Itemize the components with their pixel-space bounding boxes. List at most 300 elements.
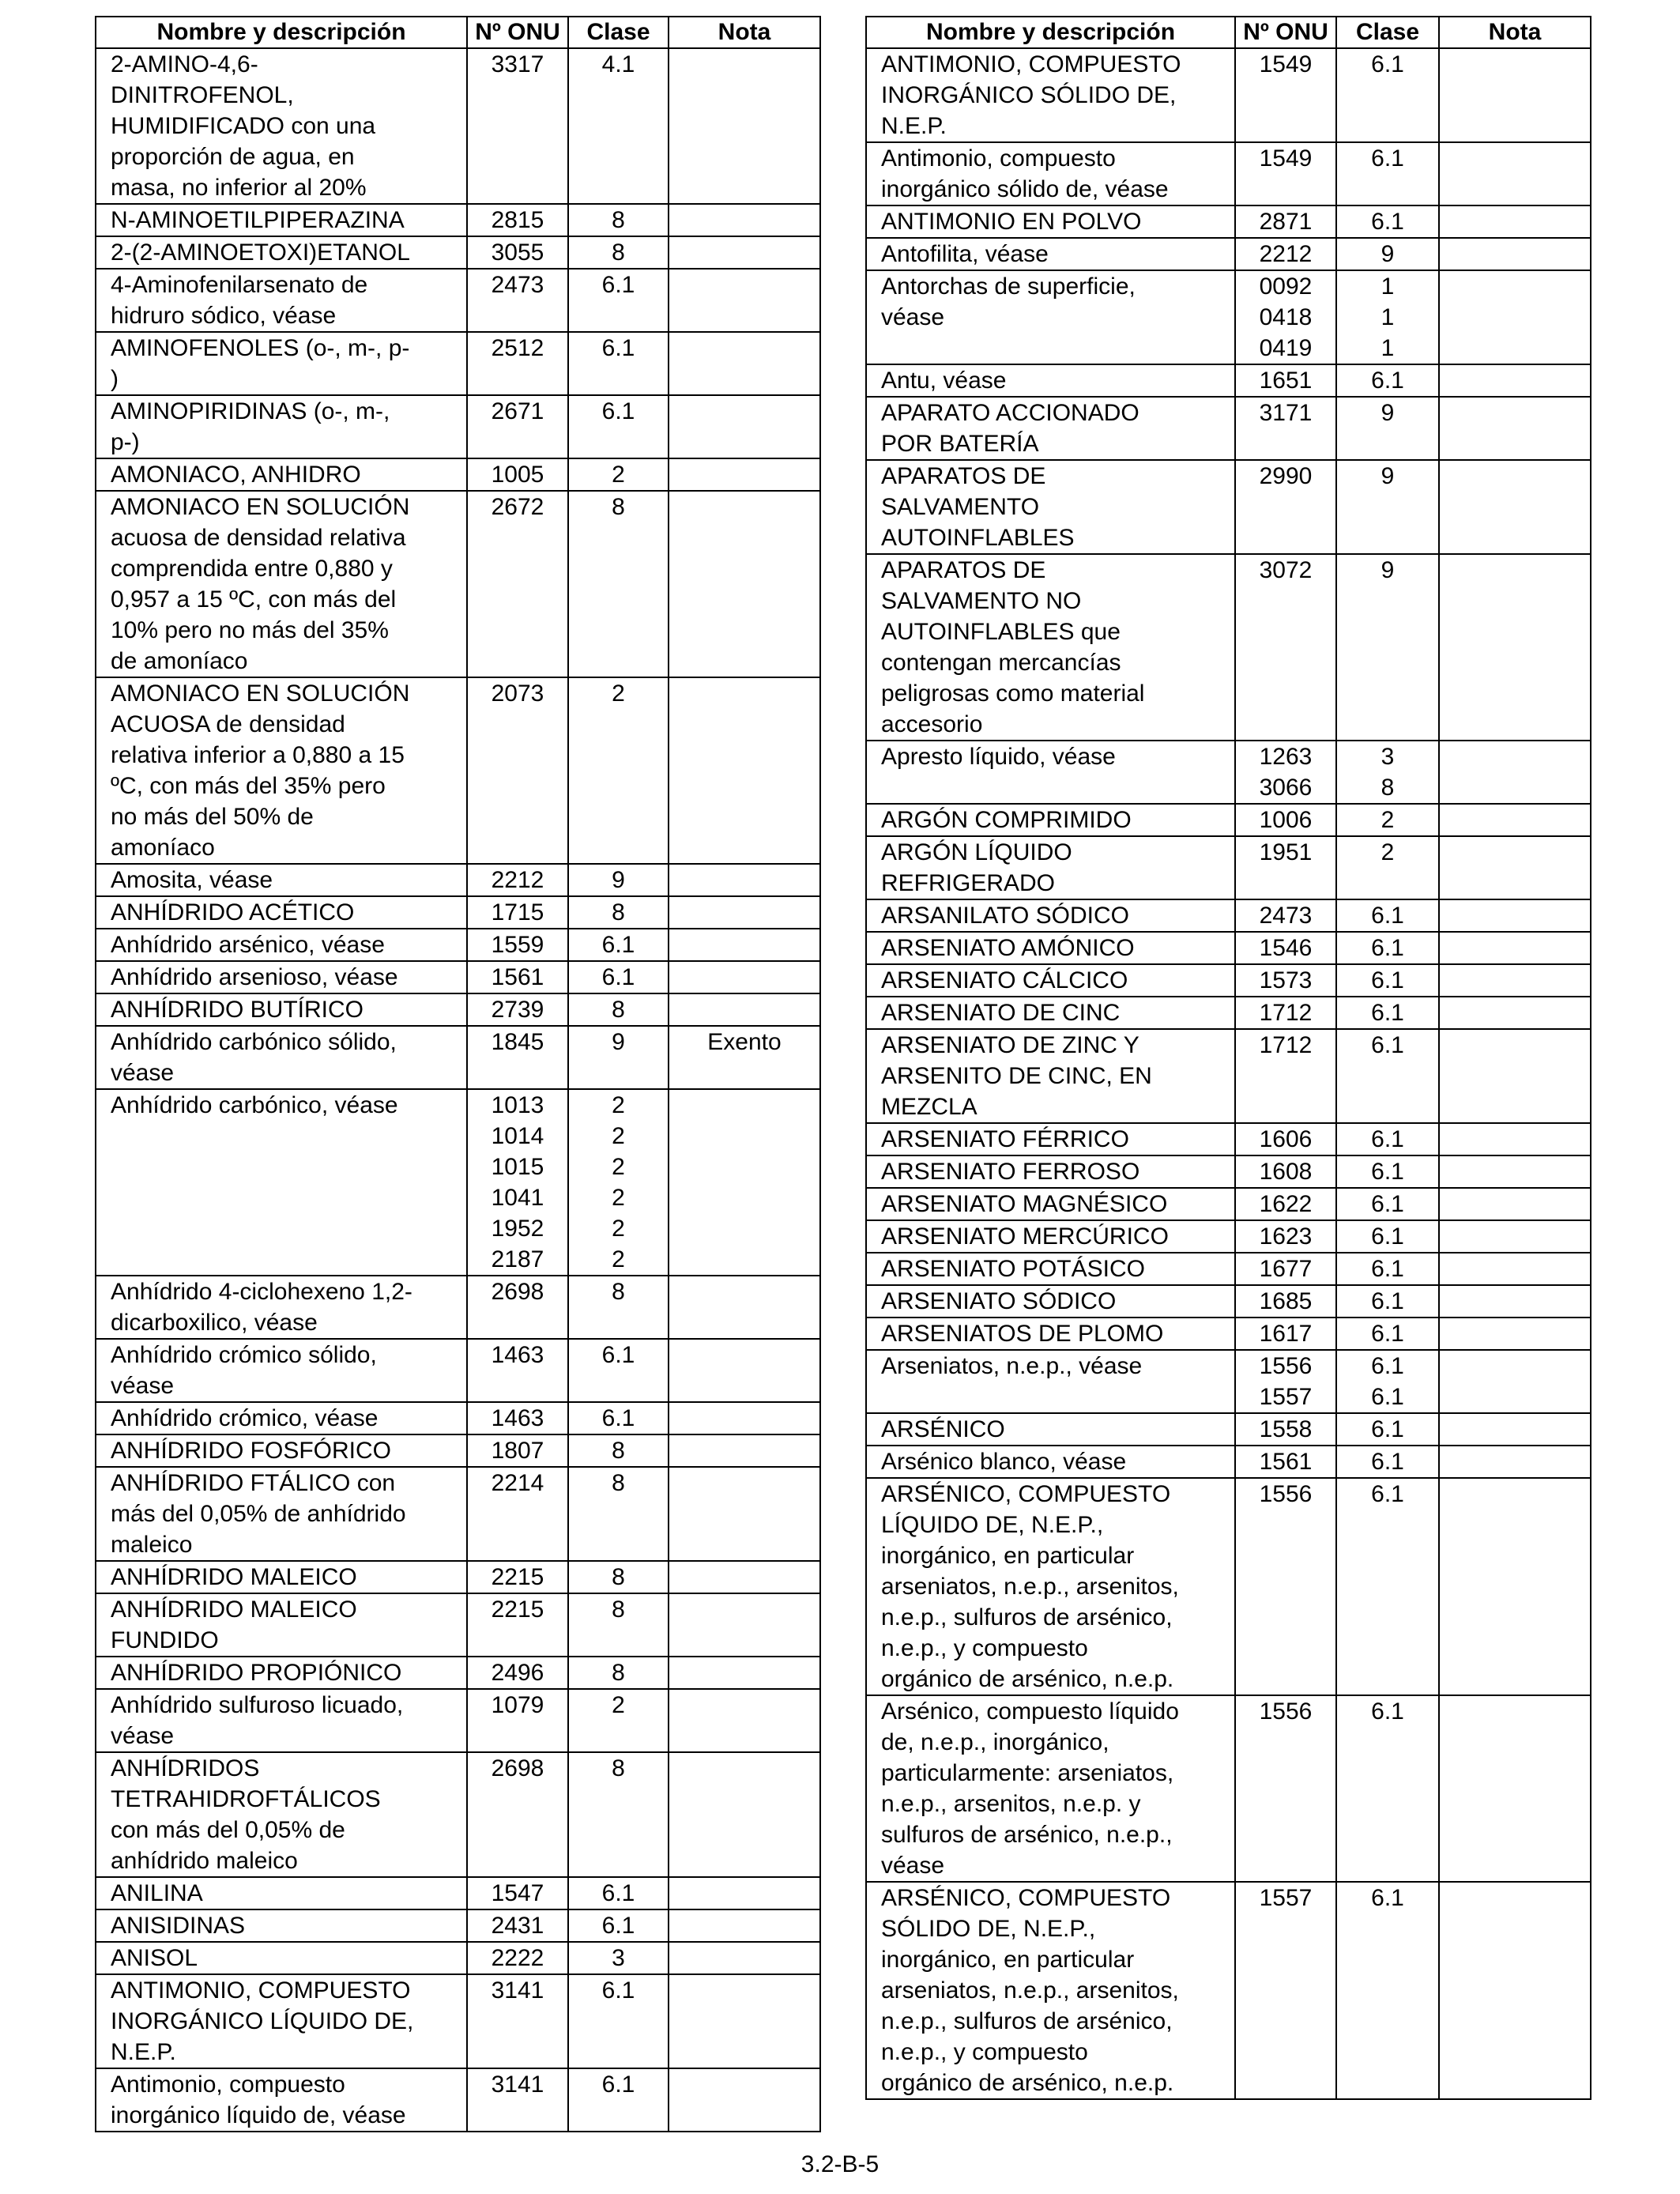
note-cell	[669, 993, 820, 1026]
un-number-cell: 3072	[1235, 554, 1336, 741]
note-cell	[669, 1561, 820, 1593]
header-un-number: Nº ONU	[1235, 17, 1336, 48]
table-row	[866, 1318, 1591, 1350]
table-row	[96, 1909, 820, 1942]
note-cell	[669, 1434, 820, 1467]
substance-name-cell: APARATO ACCIONADO POR BATERÍA	[866, 397, 1235, 460]
note-cell	[669, 1752, 820, 1877]
substance-name-cell: ANILINA	[96, 1877, 467, 1909]
note-cell: Exento	[669, 1026, 820, 1089]
table-row	[866, 741, 1591, 804]
class-cell: 6.1	[1336, 964, 1439, 997]
class-cell: 6.1	[568, 332, 669, 395]
note-cell	[669, 1909, 820, 1942]
note-cell	[669, 1089, 820, 1276]
substance-name-cell: ANHÍDRIDO ACÉTICO	[96, 896, 467, 929]
substance-name-cell: ANHÍDRIDOS TETRAHIDROFTÁLICOS con más del 0,05% de anhídrido maleico	[96, 1752, 467, 1877]
note-cell	[669, 1276, 820, 1339]
un-number-cell: 2990	[1235, 460, 1336, 554]
un-number-cell: 1549	[1235, 142, 1336, 205]
table-row	[96, 929, 820, 961]
class-cell: 2	[1336, 836, 1439, 899]
class-cell: 8	[568, 491, 669, 677]
un-number-cell: 1651	[1235, 364, 1336, 397]
table-row	[866, 1882, 1591, 2099]
page-number: 3.2-B-5	[800, 2151, 880, 2177]
class-cell: 6.1	[1336, 205, 1439, 238]
class-cell: 3	[568, 1942, 669, 1974]
note-cell	[669, 677, 820, 864]
table-row	[866, 364, 1591, 397]
substance-name-cell: AMINOPIRIDINAS (o-, m-, p-)	[96, 395, 467, 458]
note-cell	[1439, 1478, 1591, 1695]
table-body-right	[866, 48, 1591, 2099]
class-cell: 6.1	[1336, 899, 1439, 932]
class-cell: 6.1	[568, 269, 669, 332]
class-cell: 8	[568, 1752, 669, 1877]
class-cell: 8	[568, 236, 669, 269]
note-cell	[1439, 1318, 1591, 1350]
table-row	[866, 804, 1591, 836]
un-number-cell: 3141	[467, 2068, 568, 2132]
table-row	[96, 204, 820, 236]
un-number-cell: 1608	[1235, 1155, 1336, 1188]
un-number-cell: 1549	[1235, 48, 1336, 142]
note-cell	[669, 1657, 820, 1689]
un-number-cell: 1006	[1235, 804, 1336, 836]
class-cell: 2 2 2 2 2 2	[568, 1089, 669, 1276]
substance-name-cell: N-AMINOETILPIPERAZINA	[96, 204, 467, 236]
class-cell: 3 8	[1336, 741, 1439, 804]
substance-name-cell: ARSENIATO DE CINC	[866, 997, 1235, 1029]
un-number-cell: 1556	[1235, 1695, 1336, 1882]
table-row	[866, 899, 1591, 932]
table-row	[866, 1478, 1591, 1695]
note-cell	[1439, 1155, 1591, 1188]
substance-name-cell: ANHÍDRIDO FOSFÓRICO	[96, 1434, 467, 1467]
table-row	[96, 1689, 820, 1752]
substance-name-cell: Arseniatos, n.e.p., véase	[866, 1350, 1235, 1413]
table-row	[866, 270, 1591, 364]
un-number-cell: 1606	[1235, 1123, 1336, 1155]
note-cell	[669, 1402, 820, 1434]
header-class: Clase	[1336, 17, 1439, 48]
note-cell	[669, 491, 820, 677]
class-cell: 8	[568, 1593, 669, 1657]
note-cell	[1439, 1285, 1591, 1318]
un-number-cell: 1546	[1235, 932, 1336, 964]
class-cell: 6.1	[1336, 1155, 1439, 1188]
un-number-cell: 1556	[1235, 1478, 1336, 1695]
substance-name-cell: AMONIACO, ANHIDRO	[96, 458, 467, 491]
substance-name-cell: APARATOS DE SALVAMENTO NO AUTOINFLABLES que contengan mercancías peligrosas como material accesorio	[866, 554, 1235, 741]
un-number-cell: 1561	[467, 961, 568, 993]
note-cell	[669, 332, 820, 395]
substance-name-cell: Anhídrido arsenioso, véase	[96, 961, 467, 993]
class-cell: 6.1	[1336, 1253, 1439, 1285]
note-cell	[669, 269, 820, 332]
class-cell: 6.1	[1336, 1695, 1439, 1882]
table-row	[96, 491, 820, 677]
table-row	[96, 1593, 820, 1657]
table-row	[866, 142, 1591, 205]
class-cell: 6.1	[568, 1402, 669, 1434]
table-row	[866, 1155, 1591, 1188]
note-cell	[669, 458, 820, 491]
un-number-cell: 3055	[467, 236, 568, 269]
class-cell: 8	[568, 1467, 669, 1561]
class-cell: 6.1	[1336, 1029, 1439, 1123]
class-cell: 8	[568, 1657, 669, 1689]
note-cell	[1439, 899, 1591, 932]
note-cell	[1439, 1188, 1591, 1220]
class-cell: 2	[1336, 804, 1439, 836]
note-cell	[669, 2068, 820, 2132]
note-cell	[1439, 397, 1591, 460]
note-cell	[1439, 1413, 1591, 1446]
table-row	[96, 1877, 820, 1909]
un-number-cell: 1557	[1235, 1882, 1336, 2099]
substance-name-cell: ANTIMONIO, COMPUESTO INORGÁNICO SÓLIDO DE, N.E.P.	[866, 48, 1235, 142]
class-cell: 6.1	[568, 929, 669, 961]
note-cell	[1439, 1695, 1591, 1882]
substance-name-cell: ARSENIATO FERROSO	[866, 1155, 1235, 1188]
table-row	[96, 896, 820, 929]
table-row	[866, 460, 1591, 554]
un-number-cell: 1617	[1235, 1318, 1336, 1350]
un-number-cell: 2215	[467, 1561, 568, 1593]
un-number-cell: 3317	[467, 48, 568, 204]
note-cell	[1439, 238, 1591, 270]
note-cell	[1439, 1029, 1591, 1123]
substance-name-cell: ANHÍDRIDO PROPIÓNICO	[96, 1657, 467, 1689]
un-number-cell: 0092 0418 0419	[1235, 270, 1336, 364]
table-row	[96, 395, 820, 458]
note-cell	[1439, 48, 1591, 142]
header-note: Nota	[669, 17, 820, 48]
substance-name-cell: ANISIDINAS	[96, 1909, 467, 1942]
class-cell: 6.1	[568, 1339, 669, 1402]
note-cell	[1439, 364, 1591, 397]
substance-name-cell: AMINOFENOLES (o-, m-, p- )	[96, 332, 467, 395]
class-cell: 6.1	[568, 395, 669, 458]
substance-name-cell: Amosita, véase	[96, 864, 467, 896]
note-cell	[1439, 142, 1591, 205]
table-row	[866, 1350, 1591, 1413]
substance-name-cell: ARSÉNICO	[866, 1413, 1235, 1446]
class-cell: 9	[1336, 238, 1439, 270]
table-row	[96, 1657, 820, 1689]
table-row	[96, 269, 820, 332]
table-row	[866, 932, 1591, 964]
substance-name-cell: 2-AMINO-4,6- DINITROFENOL, HUMIDIFICADO con una proporción de agua, en masa, no inferior al 20%	[96, 48, 467, 204]
substance-name-cell: ARSENIATO AMÓNICO	[866, 932, 1235, 964]
substance-name-cell: ANHÍDRIDO FTÁLICO con más del 0,05% de anhídrido maleico	[96, 1467, 467, 1561]
substance-name-cell: 4-Aminofenilarsenato de hidruro sódico, véase	[96, 269, 467, 332]
un-number-cell: 1712	[1235, 1029, 1336, 1123]
class-cell: 6.1	[1336, 1285, 1439, 1318]
un-number-cell: 2671	[467, 395, 568, 458]
un-number-cell: 1712	[1235, 997, 1336, 1029]
un-number-cell: 1558	[1235, 1413, 1336, 1446]
note-cell	[1439, 932, 1591, 964]
class-cell: 6.1	[1336, 1188, 1439, 1220]
note-cell	[669, 961, 820, 993]
substance-name-cell: Anhídrido crómico, véase	[96, 1402, 467, 1434]
table-header-row	[866, 17, 1591, 48]
class-cell: 6.1	[1336, 364, 1439, 397]
class-cell: 6.1	[1336, 1220, 1439, 1253]
note-cell	[1439, 1123, 1591, 1155]
substance-name-cell: Anhídrido crómico sólido, véase	[96, 1339, 467, 1402]
header-note: Nota	[1439, 17, 1591, 48]
table-row	[866, 836, 1591, 899]
class-cell: 9	[1336, 397, 1439, 460]
note-cell	[669, 1467, 820, 1561]
substance-name-cell: ANHÍDRIDO MALEICO FUNDIDO	[96, 1593, 467, 1657]
un-number-cell: 2073	[467, 677, 568, 864]
table-row	[866, 1253, 1591, 1285]
class-cell: 6.1	[568, 1877, 669, 1909]
un-number-cell: 2431	[467, 1909, 568, 1942]
un-number-cell: 2739	[467, 993, 568, 1026]
table-row	[96, 332, 820, 395]
un-number-cell: 1559	[467, 929, 568, 961]
table-row	[96, 993, 820, 1026]
table-row	[866, 1188, 1591, 1220]
note-cell	[1439, 1350, 1591, 1413]
substance-name-cell: Antimonio, compuesto inorgánico sólido de, véase	[866, 142, 1235, 205]
substance-name-cell: Apresto líquido, véase	[866, 741, 1235, 804]
table-row	[96, 1561, 820, 1593]
class-cell: 8	[568, 1561, 669, 1593]
un-number-cell: 2473	[1235, 899, 1336, 932]
substance-name-cell: ARSENIATO POTÁSICO	[866, 1253, 1235, 1285]
substance-name-cell: ARSENIATO FÉRRICO	[866, 1123, 1235, 1155]
table-row	[866, 1220, 1591, 1253]
class-cell: 6.1	[1336, 1446, 1439, 1478]
class-cell: 6.1	[1336, 1123, 1439, 1155]
table-row	[96, 458, 820, 491]
un-number-cell: 2214	[467, 1467, 568, 1561]
note-cell	[669, 395, 820, 458]
substance-name-cell: ANTIMONIO EN POLVO	[866, 205, 1235, 238]
un-number-cell: 1463	[467, 1402, 568, 1434]
un-number-cell: 1013 1014 1015 1041 1952 2187	[467, 1089, 568, 1276]
substance-name-cell: Anhídrido 4-ciclohexeno 1,2- dicarboxilico, véase	[96, 1276, 467, 1339]
substance-name-cell: AMONIACO EN SOLUCIÓN ACUOSA de densidad relativa inferior a 0,880 a 15 ºC, con más del 35% pero no más del 50% de amoníaco	[96, 677, 467, 864]
un-number-cell: 2871	[1235, 205, 1336, 238]
class-cell: 6.1	[568, 1909, 669, 1942]
substance-name-cell: Antorchas de superficie, véase	[866, 270, 1235, 364]
note-cell	[1439, 205, 1591, 238]
un-number-cell: 3171	[1235, 397, 1336, 460]
substance-name-cell: ARSENIATO MAGNÉSICO	[866, 1188, 1235, 1220]
class-cell: 6.1	[1336, 142, 1439, 205]
substance-name-cell: ARSÉNICO, COMPUESTO LÍQUIDO DE, N.E.P., inorgánico, en particular arseniatos, n.e.p., arsenitos, n.e.p., sulfuros de arsénico, n.e.p., y compuesto orgánico de arsénico, n.e.p.	[866, 1478, 1235, 1695]
un-number-cell: 1561	[1235, 1446, 1336, 1478]
note-cell	[1439, 1882, 1591, 2099]
substance-name-cell: ARSENIATO MERCÚRICO	[866, 1220, 1235, 1253]
note-cell	[669, 1877, 820, 1909]
table-row	[866, 48, 1591, 142]
note-cell	[1439, 1220, 1591, 1253]
class-cell: 6.1	[1336, 997, 1439, 1029]
un-number-cell: 2815	[467, 204, 568, 236]
note-cell	[1439, 964, 1591, 997]
note-cell	[1439, 997, 1591, 1029]
substance-name-cell: ARGÓN COMPRIMIDO	[866, 804, 1235, 836]
class-cell: 6.1	[1336, 1413, 1439, 1446]
table-row	[96, 864, 820, 896]
table-row	[866, 997, 1591, 1029]
header-name: Nombre y descripción	[866, 17, 1235, 48]
un-number-cell: 1807	[467, 1434, 568, 1467]
note-cell	[1439, 460, 1591, 554]
note-cell	[1439, 554, 1591, 741]
class-cell: 9	[1336, 460, 1439, 554]
note-cell	[669, 236, 820, 269]
substance-name-cell: Anhídrido carbónico sólido, véase	[96, 1026, 467, 1089]
class-cell: 6.1	[1336, 932, 1439, 964]
note-cell	[669, 896, 820, 929]
un-number-cell: 1677	[1235, 1253, 1336, 1285]
substance-name-cell: ARSENIATOS DE PLOMO	[866, 1318, 1235, 1350]
class-cell: 6.1 6.1	[1336, 1350, 1439, 1413]
class-cell: 8	[568, 1276, 669, 1339]
note-cell	[1439, 1446, 1591, 1478]
un-number-cell: 2212	[467, 864, 568, 896]
un-number-cell: 1547	[467, 1877, 568, 1909]
note-cell	[669, 1942, 820, 1974]
un-number-cell: 2215	[467, 1593, 568, 1657]
substance-name-cell: ANHÍDRIDO BUTÍRICO	[96, 993, 467, 1026]
class-cell: 6.1	[1336, 1318, 1439, 1350]
un-number-cell: 1622	[1235, 1188, 1336, 1220]
dangerous-goods-table-right	[865, 16, 1591, 2100]
note-cell	[669, 48, 820, 204]
note-cell	[669, 1689, 820, 1752]
note-cell	[669, 864, 820, 896]
table-header-row	[96, 17, 820, 48]
class-cell: 6.1	[568, 1974, 669, 2068]
note-cell	[1439, 270, 1591, 364]
substance-name-cell: Arsénico, compuesto líquido de, n.e.p., inorgánico, particularmente: arseniatos, n.e.p., arsenitos, n.e.p. y sulfuros de arsénico, n.e.p., véase	[866, 1695, 1235, 1882]
un-number-cell: 2698	[467, 1752, 568, 1877]
un-number-cell: 1005	[467, 458, 568, 491]
substance-name-cell: ARSENIATO DE ZINC Y ARSENITO DE CINC, EN MEZCLA	[866, 1029, 1235, 1123]
un-number-cell: 1623	[1235, 1220, 1336, 1253]
header-class: Clase	[568, 17, 669, 48]
note-cell	[669, 204, 820, 236]
substance-name-cell: APARATOS DE SALVAMENTO AUTOINFLABLES	[866, 460, 1235, 554]
header-name: Nombre y descripción	[96, 17, 467, 48]
substance-name-cell: ARSÉNICO, COMPUESTO SÓLIDO DE, N.E.P., inorgánico, en particular arseniatos, n.e.p., arsenitos, n.e.p., sulfuros de arsénico, n.e.p., y compuesto orgánico de arsénico, n.e.p.	[866, 1882, 1235, 2099]
table-row	[866, 554, 1591, 741]
class-cell: 9	[568, 1026, 669, 1089]
substance-name-cell: Antu, véase	[866, 364, 1235, 397]
table-row	[866, 1029, 1591, 1123]
note-cell	[1439, 836, 1591, 899]
note-cell	[669, 929, 820, 961]
un-number-cell: 1715	[467, 896, 568, 929]
un-number-cell: 2672	[467, 491, 568, 677]
class-cell: 2	[568, 1689, 669, 1752]
un-number-cell: 1556 1557	[1235, 1350, 1336, 1413]
table-row	[96, 961, 820, 993]
table-row	[866, 1446, 1591, 1478]
header-un-number: Nº ONU	[467, 17, 568, 48]
note-cell	[669, 1593, 820, 1657]
un-number-cell: 1845	[467, 1026, 568, 1089]
un-number-cell: 1685	[1235, 1285, 1336, 1318]
class-cell: 9	[568, 864, 669, 896]
un-number-cell: 2222	[467, 1942, 568, 1974]
note-cell	[669, 1339, 820, 1402]
class-cell: 9	[1336, 554, 1439, 741]
table-row	[96, 1089, 820, 1276]
table-row	[96, 1974, 820, 2068]
class-cell: 6.1	[1336, 1882, 1439, 2099]
un-number-cell: 1463	[467, 1339, 568, 1402]
substance-name-cell: 2-(2-AMINOETOXI)ETANOL	[96, 236, 467, 269]
table-row	[96, 1339, 820, 1402]
class-cell: 8	[568, 993, 669, 1026]
table-row	[96, 1942, 820, 1974]
table-row	[96, 1467, 820, 1561]
class-cell: 6.1	[1336, 1478, 1439, 1695]
substance-name-cell: Antofilita, véase	[866, 238, 1235, 270]
class-cell: 6.1	[1336, 48, 1439, 142]
class-cell: 6.1	[568, 961, 669, 993]
table-row	[866, 964, 1591, 997]
un-number-cell: 2212	[1235, 238, 1336, 270]
un-number-cell: 2496	[467, 1657, 568, 1689]
class-cell: 8	[568, 896, 669, 929]
substance-name-cell: Anhídrido carbónico, véase	[96, 1089, 467, 1276]
class-cell: 8	[568, 204, 669, 236]
substance-name-cell: Arsénico blanco, véase	[866, 1446, 1235, 1478]
class-cell: 6.1	[568, 2068, 669, 2132]
class-cell: 4.1	[568, 48, 669, 204]
note-cell	[669, 1974, 820, 2068]
un-number-cell: 1263 3066	[1235, 741, 1336, 804]
table-row	[866, 1695, 1591, 1882]
class-cell: 1 1 1	[1336, 270, 1439, 364]
table-row	[96, 1026, 820, 1089]
class-cell: 8	[568, 1434, 669, 1467]
table-row	[96, 48, 820, 204]
note-cell	[1439, 741, 1591, 804]
table-row	[96, 1752, 820, 1877]
un-number-cell: 1079	[467, 1689, 568, 1752]
un-number-cell: 3141	[467, 1974, 568, 2068]
table-body-left	[96, 48, 820, 2132]
substance-name-cell: AMONIACO EN SOLUCIÓN acuosa de densidad relativa comprendida entre 0,880 y 0,957 a 15 ºC, con más del 10% pero no más del 35% de amoníaco	[96, 491, 467, 677]
table-row	[96, 677, 820, 864]
table-row	[866, 1285, 1591, 1318]
table-row	[866, 1123, 1591, 1155]
dangerous-goods-table-left	[95, 16, 821, 2132]
table-row	[866, 1413, 1591, 1446]
un-number-cell: 1573	[1235, 964, 1336, 997]
substance-name-cell: ARSENIATO SÓDICO	[866, 1285, 1235, 1318]
table-row	[96, 1276, 820, 1339]
un-number-cell: 2698	[467, 1276, 568, 1339]
table-row	[96, 1434, 820, 1467]
table-row	[866, 205, 1591, 238]
class-cell: 2	[568, 677, 669, 864]
